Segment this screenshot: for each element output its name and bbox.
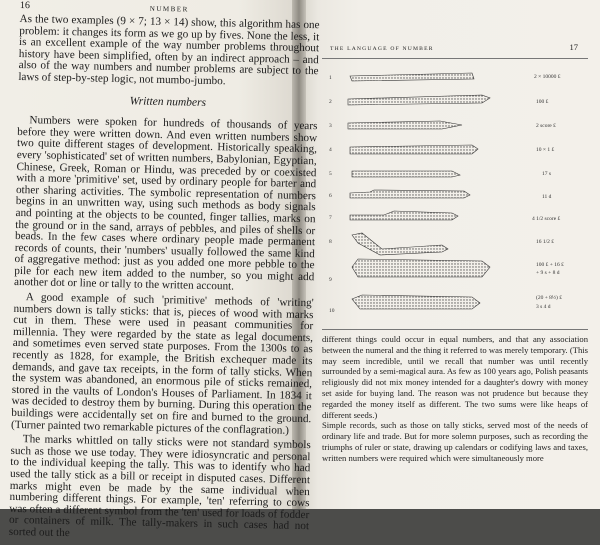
paragraph-written-numbers: Numbers were spoken for hundreds of thousands of years before they were written down. And even written numbers show two quite different stages of development. Historically speaking, every 'sophisticated' set of written numbers, Babylonian, Egyptian, Chinese, Greek, Roman or Hindu, was preceded by or coexisted with a more 'primitive' set, used by ordinary people for barter and other sharing activities. The symbolic representation of numbers begins in an unwritten way, using such methods as body signals and pointing at the objects to be counted, finger tallies, marks on the ground or in the sand, arrays of pebbles, and piles of shells or beads. In the few cases where ordinary people made permanent records of counts, their 'numbers' usually followed the same kind of aggregative method: just as you added one more pebble to the pile for each new item added to the number, so you might add another dot or line or tally to the written account.: [13, 114, 318, 294]
tally-stick-10: [352, 295, 480, 309]
stick-label: (20 + 8½) £: [536, 295, 563, 301]
right-paragraph-2: Simple records, such as those on tally sticks, served most of the needs of ordinary life and trade. But for more solemn purposes, such as recording the triumphs of ruler or state, drawing up calendars or codifying laws and taxes, written numbers were required which were simultaneously more: [322, 420, 588, 463]
stick-label: 2 score £: [536, 123, 556, 129]
tally-stick-6: [350, 190, 470, 198]
stick-label: 10 × 1 £: [536, 147, 555, 153]
stick-number: 3: [329, 123, 332, 129]
stick-number: 10: [329, 308, 335, 314]
right-page-number: 17: [569, 42, 578, 52]
left-page-number: 16: [19, 0, 30, 12]
left-page-text: [9, 0, 320, 545]
stick-label: 4 1/2 score £: [532, 216, 561, 222]
tally-stick-1: [350, 73, 474, 81]
stick-number: 6: [329, 193, 332, 199]
stick-number: 1: [329, 75, 332, 81]
stick-label: 2 × 10000 £: [534, 74, 561, 80]
tally-sticks-figure: [322, 59, 588, 327]
tally-stick-5: [352, 171, 460, 177]
tally-stick-8: [352, 233, 448, 255]
stick-label: 17 s: [542, 171, 552, 177]
stick-label: 100 £: [536, 99, 549, 105]
right-paragraph-1: different things could occur in equal numbers, and that any association between the numeral and the thing it referred to was merely temporary. (This may seem incredible, until we recall that number was until recently surrounded by a semi-magical aura. As few as 100 years ago, Polish peasants religiously did not mix money intended for a daughter's dowry with money set aside for buying land. The reason was not prudence but because they regarded the money itself as different. The two sums were like heaps of different seeds.): [322, 334, 588, 420]
stick-number: 5: [329, 171, 332, 177]
paragraph-marks: The marks whittled on tally sticks were not standard symbols such as those we use today. They were idiosyncratic and personal to the individual keeping the tally. This was to identify who had used the tally stick as a bill or receipt in disputed cases. Different marks might even be made by the same individual when numbering different things. For example, 'ten' referring to cows was often a different symbol from the 'ten' used for loads of fodder or containers of milk. The tally-makers in such cases had not sorted out the: [8, 433, 311, 540]
tally-stick-9: [352, 259, 490, 277]
stick-number: 7: [329, 215, 332, 221]
stick-number: 9: [329, 277, 332, 283]
tally-stick-2: [348, 95, 490, 105]
section-subheading: Written numbers: [129, 94, 207, 109]
left-running-title: NUMBER: [149, 4, 189, 14]
intro-paragraph: As the two examples (9 × 7; 13 × 14) show, this algorithm has one problem: it changes its form as we go up by fives. None the less, it is an excellent example of the way number problems throughout history have been simplified, often by an indirect approach – and also of the way numbers and number problems are subject to the laws of step-by-step logic, not mumbo-jumbo.: [18, 12, 320, 88]
figure-rule: [322, 329, 588, 330]
stick-label: 3 s 4 d: [536, 304, 551, 310]
stick-label: 16 1/2 £: [536, 239, 555, 245]
stick-number: 4: [329, 147, 332, 153]
paragraph-tally-sticks: A good example of such 'primitive' methods of 'writing' numbers down is tally sticks: that is, pieces of wood with marks cut in them. These were used in peasant communities for millennia. They were regarded by the state as legal documents, and sometimes even served state purposes. From the 1300s to as recently as 1828, for example, the British exchequer made its demands, and gave tax receipts, in the form of tally sticks. When the system was abandoned, an enormous pile of sticks remained, stored in the vaults of London's Houses of Parliament. In 1834 it was decided to destroy them by burning. During this operation the buildings were accidentally set on fire and burned to the ground. (Turner painted two remarkable pictures of the conflagration.): [10, 291, 314, 437]
stick-label: + 9 s + 8 d: [536, 270, 560, 276]
tally-stick-7: [350, 211, 458, 220]
stick-label: 11 d: [542, 194, 552, 200]
right-running-head: [322, 42, 588, 54]
right-page-text: [322, 0, 588, 464]
stick-label: 100 £ + 16 £: [536, 262, 564, 268]
stick-number: 2: [329, 99, 332, 105]
tally-stick-4: [350, 145, 478, 154]
right-running-title: THE LANGUAGE OF NUMBER: [330, 46, 434, 52]
stick-number: 8: [329, 239, 332, 245]
tally-stick-3: [348, 121, 462, 129]
